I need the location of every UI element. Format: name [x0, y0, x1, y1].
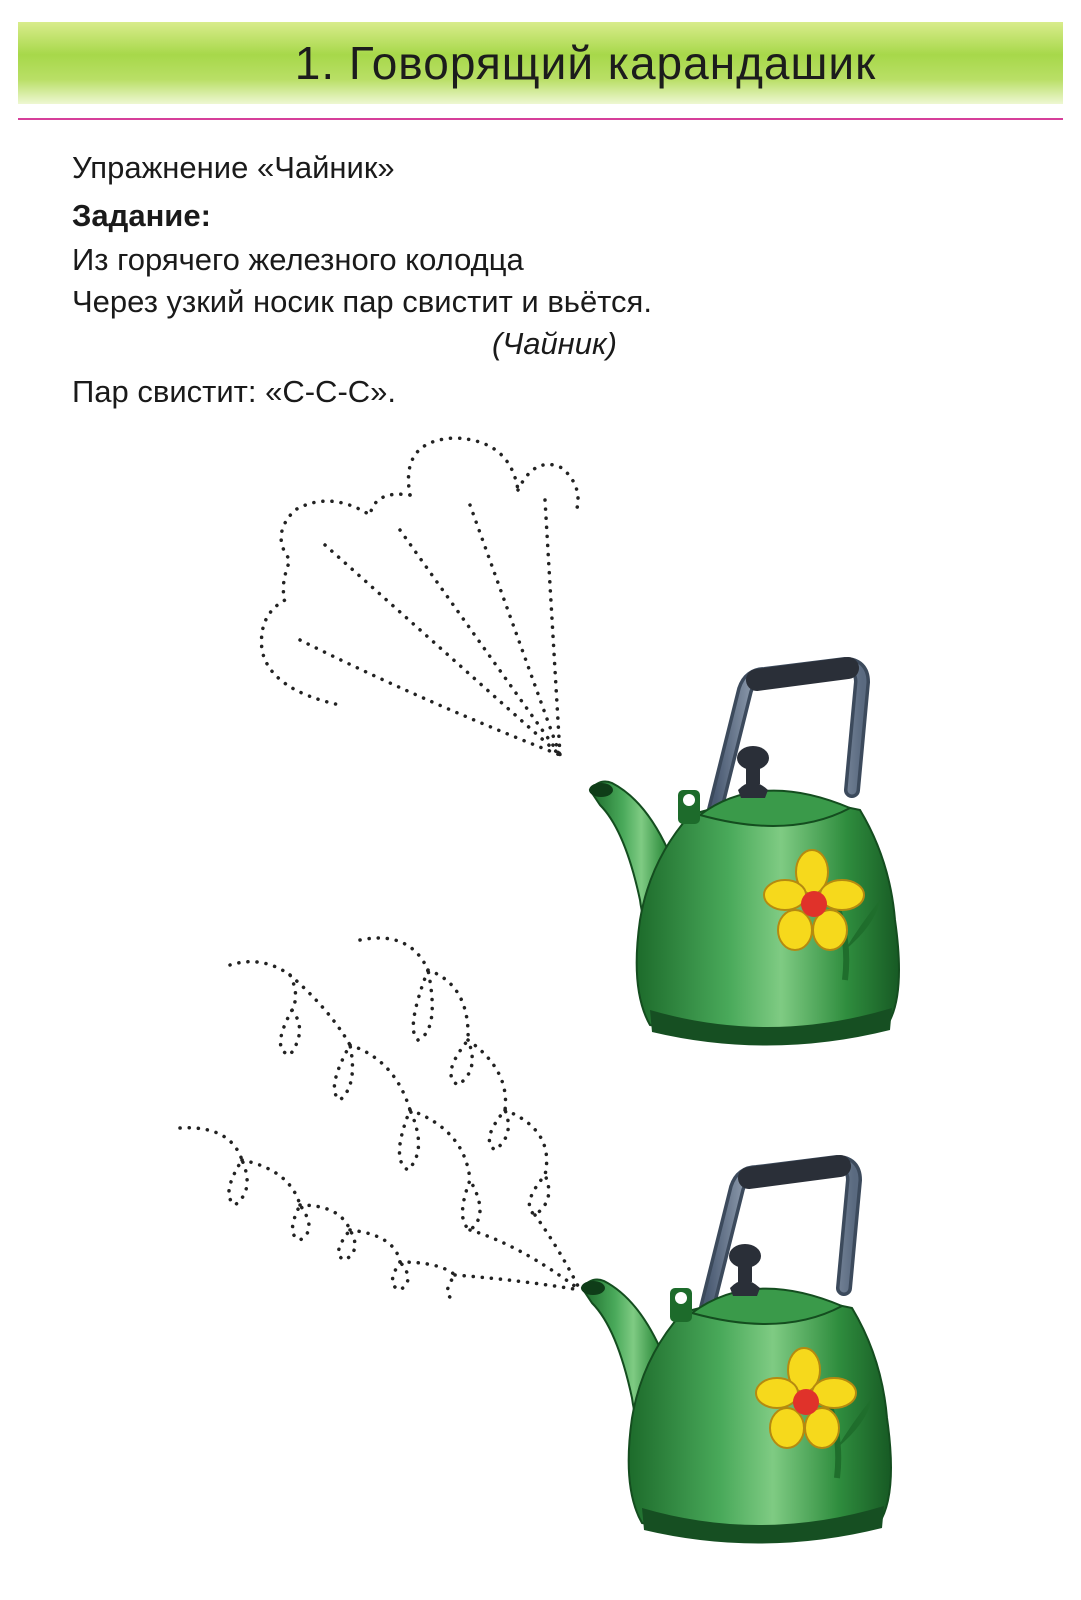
bottom-steam-tracing — [180, 938, 580, 1300]
task-label: Задание: — [72, 198, 211, 233]
steam-sound-text: Пар свистит: «С-С-С». — [72, 374, 397, 409]
exercise-title: Упражнение «Чайник» — [72, 150, 395, 185]
kettle-illustration-top — [589, 665, 899, 1046]
riddle-answer: (Чайник) — [492, 326, 617, 361]
riddle-line-1: Из горячего железного колодца — [72, 242, 524, 277]
page-title: 1. Говорящий карандашик — [294, 37, 877, 89]
riddle-line-2: Через узкий носик пар свистит и вьётся. — [72, 284, 652, 319]
kettle-illustration-bottom — [581, 1163, 891, 1544]
top-steam-tracing — [261, 438, 578, 755]
